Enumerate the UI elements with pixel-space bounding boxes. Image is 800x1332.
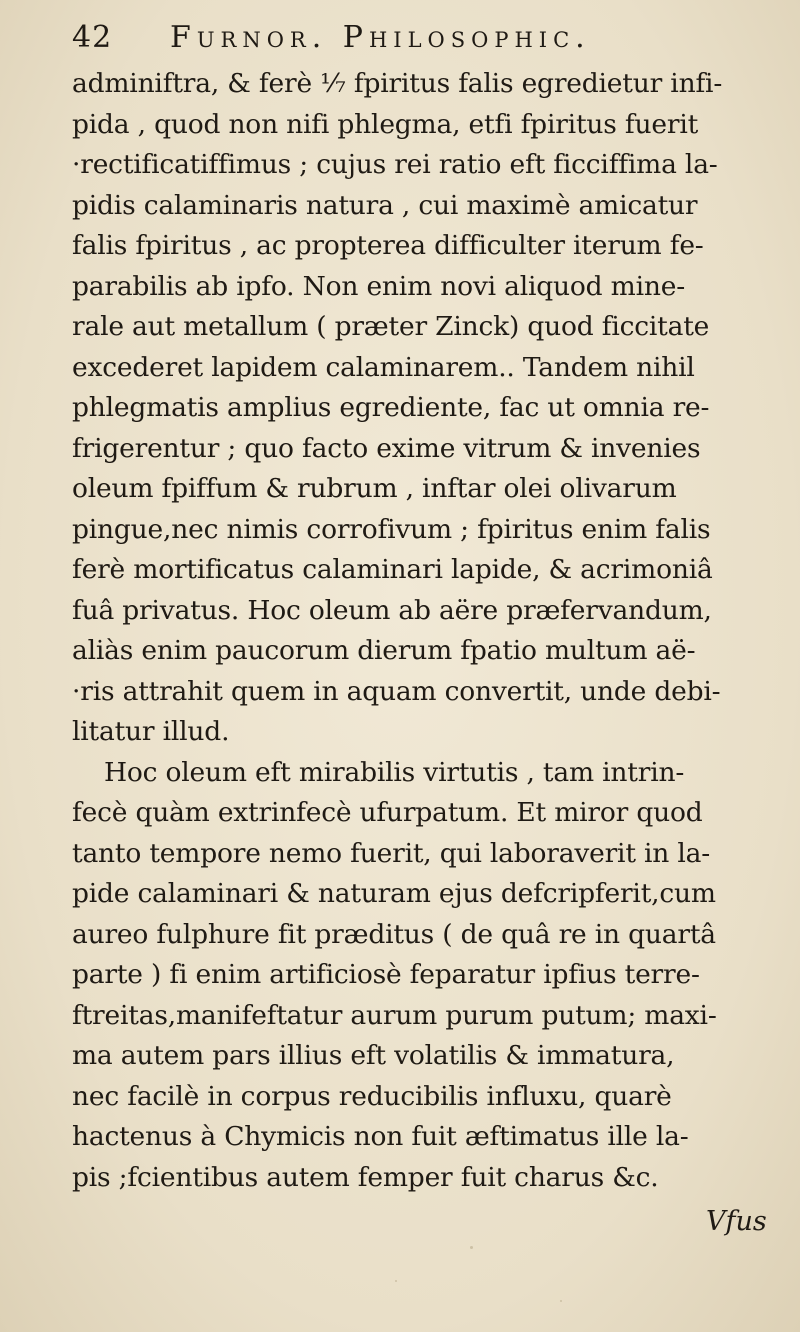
- text-line-16: ·ris attrahit quem in aquam convertit, unde debi-: [72, 675, 721, 707]
- text-line-6: parabilis ab ipfo. Non enim novi aliquod mine-: [72, 270, 685, 302]
- running-title: Furnor. Philosophic.: [170, 20, 591, 55]
- text-line-4: pidis calaminaris natura , cui maximè amicatur: [72, 189, 698, 221]
- text-line-8: excederet lapidem calaminarem.. Tandem nihil: [72, 351, 695, 383]
- text-line-17: litatur illud.: [72, 716, 230, 747]
- page-number: 42: [72, 20, 113, 55]
- text-line-23: parte ) fi enim artificiosè feparatur ipfius terre-: [72, 959, 700, 990]
- text-line-10: frigerentur ; quo facto exime vitrum & invenies: [72, 432, 701, 464]
- text-line-20: tanto tempore nemo fuerit, qui laboraverit in la-: [72, 837, 711, 869]
- text-line-26: nec facilè in corpus reducibilis influxu, quarè: [72, 1080, 672, 1112]
- text-line-24: ftreitas,manifeftatur aurum purum putum; maxi-: [72, 999, 717, 1031]
- text-line-28: pis ;fcientibus autem femper fuit charus &c.: [72, 1161, 659, 1193]
- text-line-19: fecè quàm extrinfecè ufurpatum. Et miror quod: [72, 797, 703, 828]
- text-line-9: phlegmatis amplius egrediente, fac ut omnia re-: [72, 392, 710, 423]
- text-line-1: adminiftra, & ferè ⅐ fpiritus falis egredietur infi-: [72, 68, 723, 99]
- text-line-25: ma autem pars illius eft volatilis & immatura,: [72, 1040, 675, 1071]
- text-line-7: rale aut metallum ( præter Zinck) quod ficcitate: [72, 311, 710, 342]
- paper-speck: [560, 1300, 562, 1302]
- text-line-3: ·rectificatiffimus ; cujus rei ratio eft ficciffima la-: [72, 149, 718, 180]
- body-text: [72, 64, 772, 1198]
- running-head: [0, 8, 800, 64]
- text-line-15: aliàs enim paucorum dierum fpatio multum aë-: [72, 635, 696, 666]
- text-line-22: aureo fulphure fit præditus ( de quâ re in quartâ: [72, 918, 716, 950]
- text-line-21: pide calaminari & naturam ejus defcripferit,cum: [72, 878, 716, 909]
- text-line-12: pingue,nec nimis corrofivum ; fpiritus enim falis: [72, 513, 711, 545]
- catchword: Vfus: [706, 1206, 767, 1237]
- text-line-14: fuâ privatus. Hoc oleum ab aëre præfervandum,: [72, 594, 712, 626]
- paper-speck: [470, 1246, 473, 1249]
- text-line-5: falis fpiritus , ac propterea difficulter iterum fe-: [72, 230, 704, 261]
- text-line-13: ferè mortificatus calaminari lapide, & acrimoniâ: [72, 554, 713, 585]
- text-line-2: pida , quod non nifi phlegma, etfi fpiritus fuerit: [72, 108, 699, 140]
- text-line-11: oleum fpiffum & rubrum , inftar olei olivarum: [72, 473, 677, 504]
- paper-speck: [395, 1280, 397, 1282]
- text-line-27: hactenus à Chymicis non fuit æftimatus ille la-: [72, 1121, 689, 1152]
- text-line-18: Hoc oleum eft mirabilis virtutis , tam intrin-: [104, 756, 685, 788]
